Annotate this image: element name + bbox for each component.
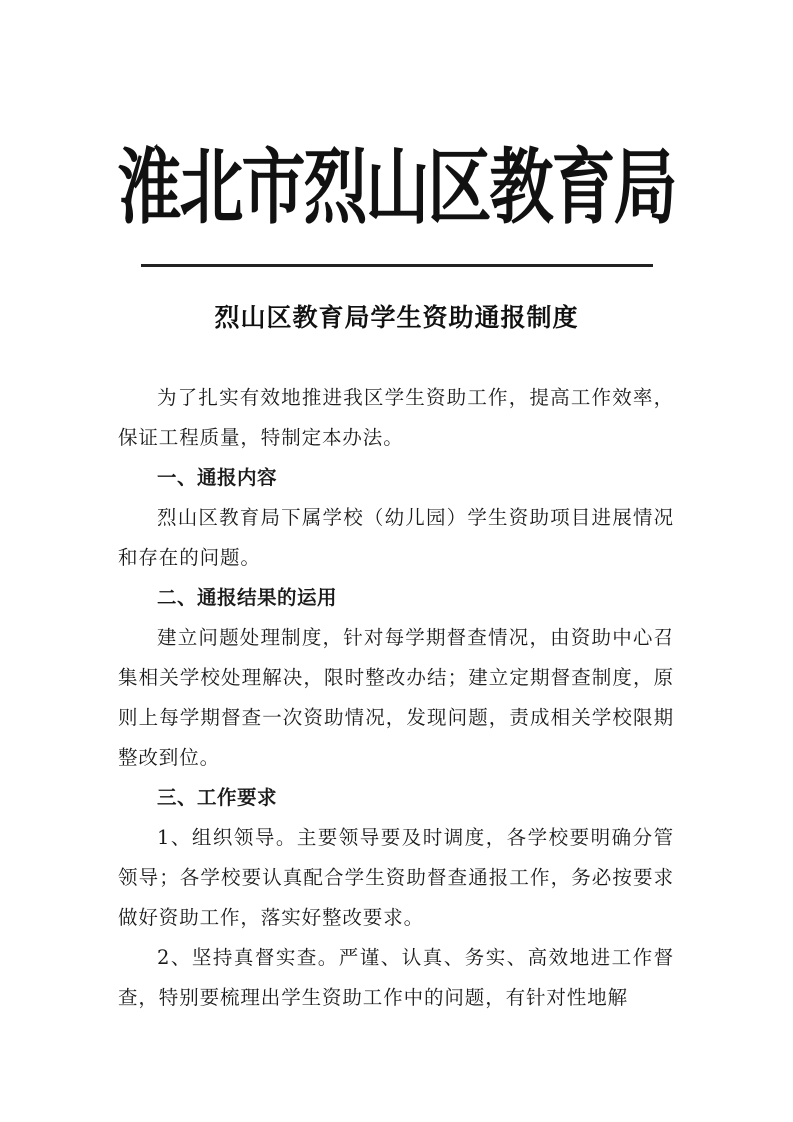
- section-heading-3: 三、工作要求: [157, 786, 278, 809]
- letterhead-divider: [141, 264, 653, 267]
- section-heading-2: 二、通报结果的运用: [157, 586, 338, 609]
- document-body: [118, 378, 674, 1018]
- document-title: 烈山区教育局学生资助通报制度: [214, 303, 579, 332]
- intro-paragraph: 为了扎实有效地推进我区学生资助工作，提高工作效率，保证工程质量，特制定本办法。: [118, 386, 674, 449]
- section-heading-1: 一、通报内容: [157, 466, 278, 489]
- section-1-paragraph: 烈山区教育局下属学校（幼儿园）学生资助项目进展情况和存在的问题。: [118, 506, 674, 569]
- requirement-1-paragraph: 1、组织领导。主要领导要及时调度，各学校要明确分管领导；各学校要认真配合学生资助督查通报工作，务必按要求做好资助工作，落实好整改要求。: [118, 826, 674, 929]
- requirement-2-paragraph: 2、坚持真督实查。严谨、认真、务实、高效地进工作督查，特别要梳理出学生资助工作中的问题，有针对性地解: [118, 946, 674, 1009]
- section-2-paragraph: 建立问题处理制度，针对每学期督查情况，由资助中心召集相关学校处理解决，限时整改办结；建立定期督查制度，原则上每学期督查一次资助情况，发现问题，责成相关学校限期整改到位。: [118, 626, 674, 769]
- letterhead-org-name: 淮北市烈山区教育局: [117, 141, 676, 236]
